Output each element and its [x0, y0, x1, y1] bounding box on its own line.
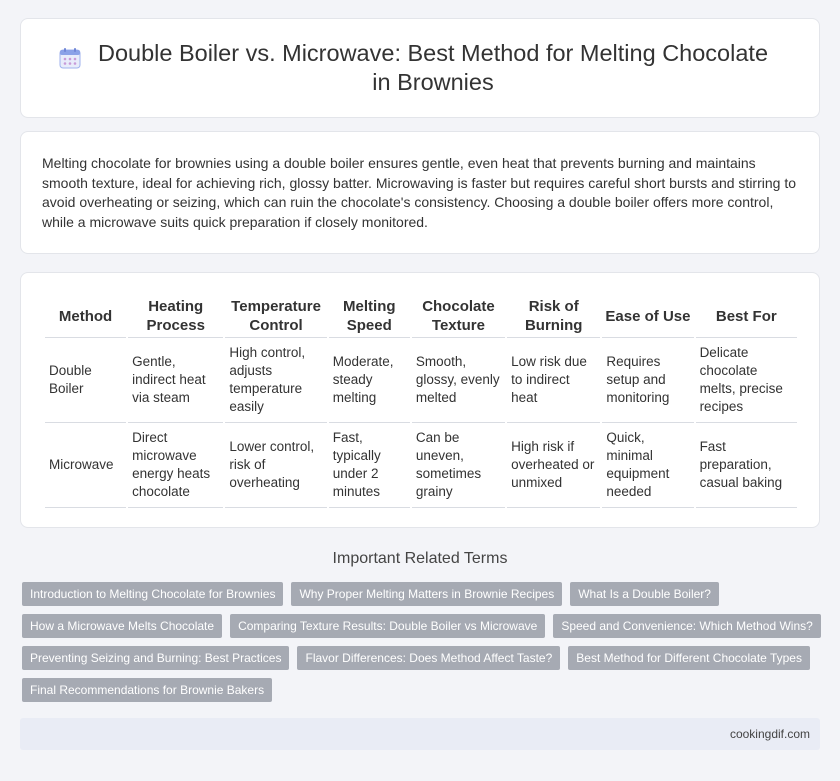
- footer-site-link[interactable]: cookingdif.com: [729, 727, 810, 741]
- intro-card: [20, 131, 820, 254]
- table-row: [45, 338, 797, 423]
- table-cell: Microwave: [45, 423, 126, 508]
- comparison-table: [43, 297, 799, 508]
- tag-row: [22, 614, 822, 638]
- table-cell: Requires setup and monitoring: [602, 338, 693, 423]
- table-cell: High risk if overheated or unmixed: [507, 423, 600, 508]
- column-header: Melting Speed: [329, 297, 410, 338]
- table-cell: High control, adjusts temperature easily: [225, 338, 326, 423]
- related-term-tag[interactable]: Comparing Texture Results: Double Boiler vs Microwave: [230, 614, 545, 638]
- tag-row: [22, 646, 822, 670]
- column-header: Method: [45, 297, 126, 338]
- related-term-tag[interactable]: Speed and Convenience: Which Method Wins?: [553, 614, 820, 638]
- table-cell: Low risk due to indirect heat: [507, 338, 600, 423]
- comparison-table-card: [20, 272, 820, 528]
- related-term-tag[interactable]: Final Recommendations for Brownie Bakers: [22, 678, 272, 702]
- column-header: Chocolate Texture: [412, 297, 505, 338]
- related-term-tag[interactable]: Flavor Differences: Does Method Affect Taste?: [297, 646, 560, 670]
- table-cell: Direct microwave energy heats chocolate: [128, 423, 223, 508]
- related-term-tag[interactable]: What Is a Double Boiler?: [570, 582, 719, 606]
- table-cell: Fast, typically under 2 minutes: [329, 423, 410, 508]
- title-wrap: [21, 19, 819, 117]
- related-term-tag[interactable]: How a Microwave Melts Chocolate: [22, 614, 222, 638]
- table-header-row: [45, 297, 797, 338]
- table-cell: Smooth, glossy, evenly melted: [412, 338, 505, 423]
- page-title: Double Boiler vs. Microwave: Best Method for Melting Chocolate in Brownies: [97, 40, 769, 95]
- column-header: Risk of Burning: [507, 297, 600, 338]
- table-cell: Delicate chocolate melts, precise recipes: [696, 338, 797, 423]
- table-cell: Can be uneven, sometimes grainy: [412, 423, 505, 508]
- column-header: Ease of Use: [602, 297, 693, 338]
- table-cell: Fast preparation, casual baking: [696, 423, 797, 508]
- related-terms-tags: [22, 582, 822, 710]
- related-term-tag[interactable]: Preventing Seizing and Burning: Best Practices: [22, 646, 289, 670]
- table-row: [45, 423, 797, 508]
- table-cell: Quick, minimal equipment needed: [602, 423, 693, 508]
- related-term-tag[interactable]: Introduction to Melting Chocolate for Brownies: [22, 582, 283, 606]
- title-card: [20, 18, 820, 118]
- table-cell: Moderate, steady melting: [329, 338, 410, 423]
- intro-paragraph: Melting chocolate for brownies using a double boiler ensures gentle, even heat that prevents burning and maintains smooth texture, ideal for achieving rich, glossy batter. Microwaving is faster but requires careful short bursts and stirring to avoid overheating or seizing, which can ruin the chocolate's consistency. Choosing a double boiler offers more control, while a microwave suits quick preparation if closely monitored.: [42, 155, 797, 230]
- related-terms-heading: Important Related Terms: [332, 550, 508, 567]
- related-term-tag[interactable]: Why Proper Melting Matters in Brownie Recipes: [291, 582, 562, 606]
- footer: [20, 718, 820, 750]
- column-header: Temperature Control: [225, 297, 326, 338]
- tag-row: [22, 582, 822, 606]
- column-header: Heating Process: [128, 297, 223, 338]
- related-term-tag[interactable]: Best Method for Different Chocolate Types: [568, 646, 810, 670]
- table-cell: Gentle, indirect heat via steam: [128, 338, 223, 423]
- table-cell: Lower control, risk of overheating: [225, 423, 326, 508]
- tag-row: [22, 678, 822, 702]
- column-header: Best For: [696, 297, 797, 338]
- table-cell: Double Boiler: [45, 338, 126, 423]
